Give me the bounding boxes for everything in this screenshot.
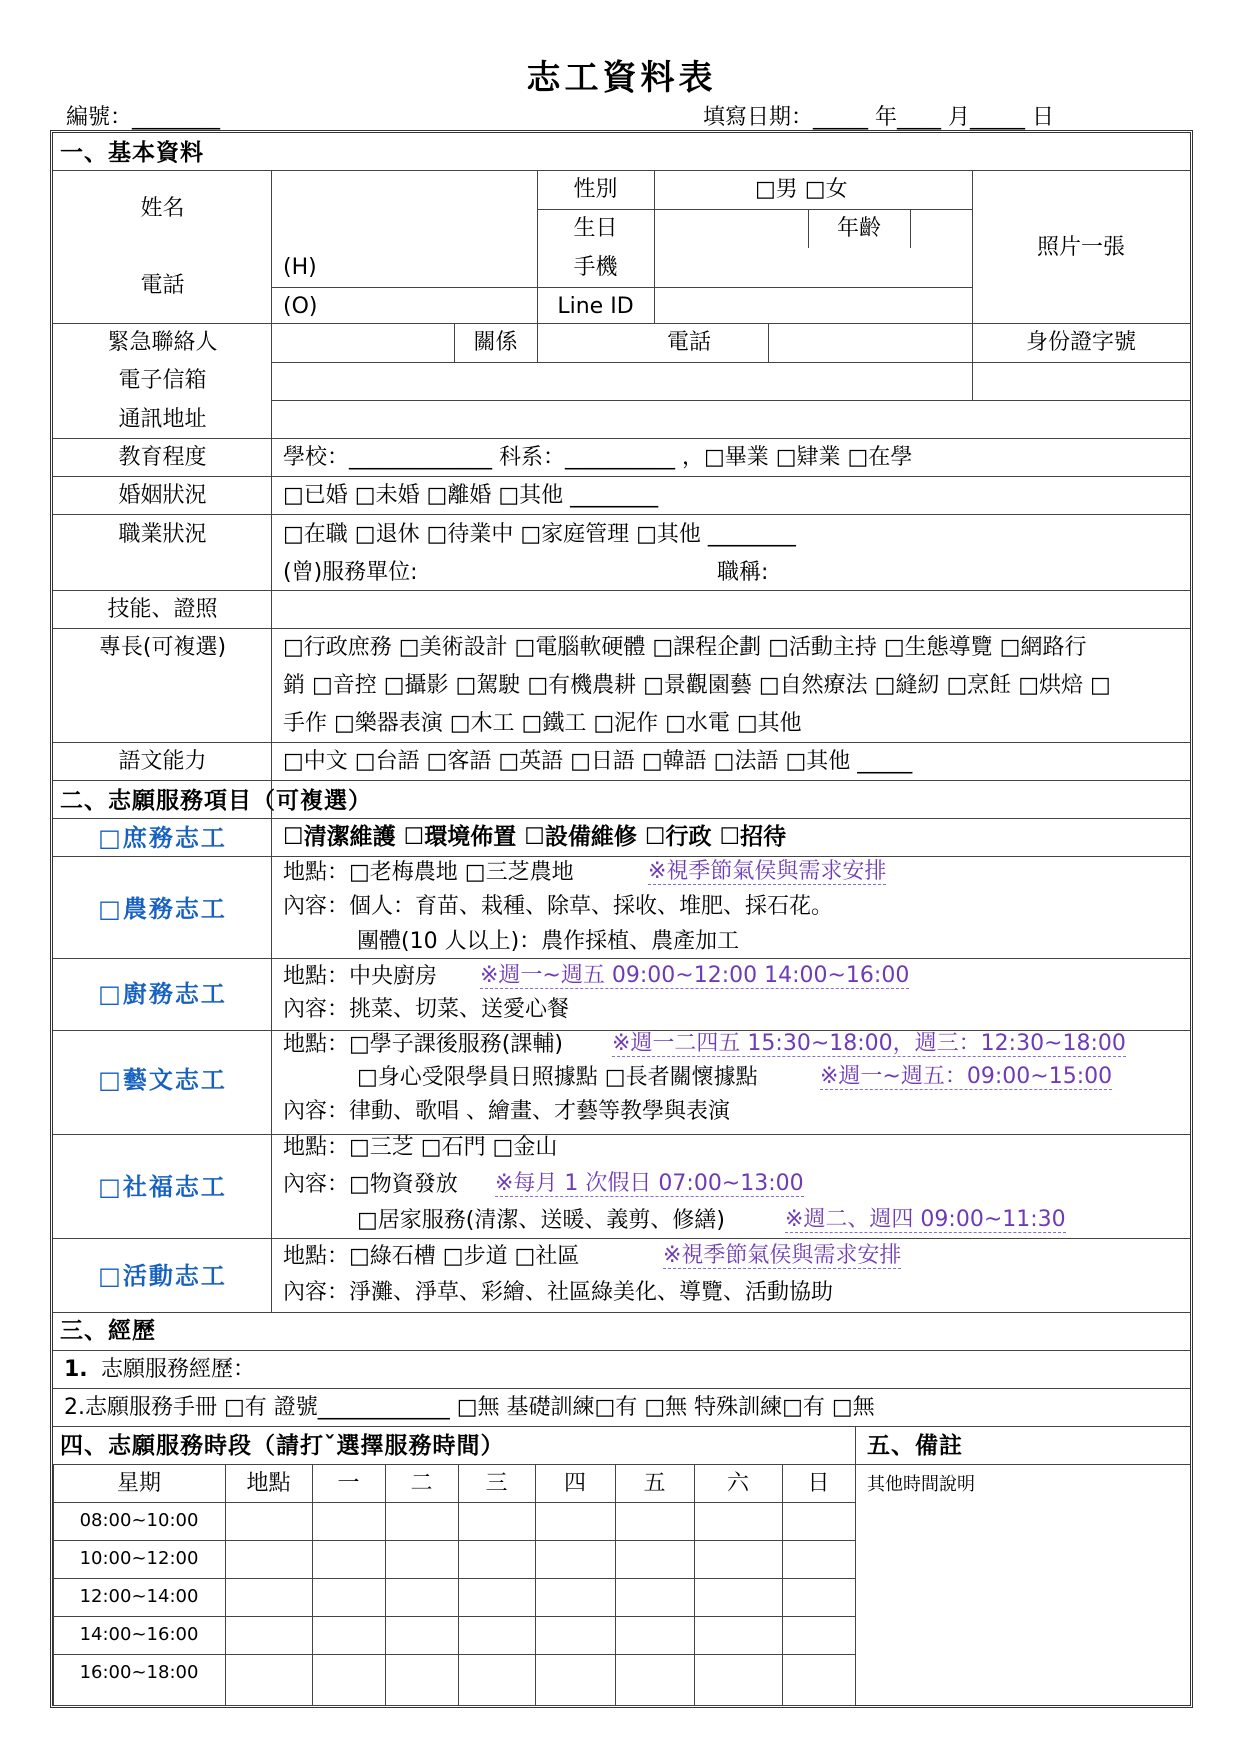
grid-line xyxy=(53,438,1190,439)
grid-line xyxy=(53,323,1190,324)
art-content: 內容：律動、歌唱 、繪畫、才藝等教學與表演 xyxy=(283,1099,730,1124)
grid-line xyxy=(53,1426,1190,1427)
art-location-tutoring[interactable]: 地點：□學子課後服務(課輔) xyxy=(283,1032,563,1057)
schedule-checkbox-cell[interactable] xyxy=(313,1655,385,1705)
education-field[interactable]: 學校：_____________ 科系：__________ ，□畢業 □肄業 □在學 xyxy=(283,445,913,470)
schedule-checkbox-cell[interactable] xyxy=(226,1655,312,1705)
schedule-checkbox-cell[interactable] xyxy=(459,1655,535,1705)
schedule-checkbox-cell[interactable] xyxy=(695,1579,782,1616)
schedule-checkbox-cell[interactable] xyxy=(783,1579,855,1616)
schedule-checkbox-cell[interactable] xyxy=(783,1503,855,1540)
name-label: 姓名 xyxy=(140,196,185,221)
grid-line xyxy=(537,209,972,210)
schedule-header-cell: 五 xyxy=(643,1471,666,1496)
language-options[interactable]: □中文 □台語 □客語 □英語 □日語 □韓語 □法語 □其他 _____ xyxy=(283,749,913,774)
schedule-checkbox-cell[interactable] xyxy=(695,1541,782,1578)
welfare-content-supplies[interactable]: 內容：□物資發放 xyxy=(283,1172,458,1197)
schedule-time-slot: 16:00~18:00 xyxy=(79,1662,199,1683)
education-label: 教育程度 xyxy=(118,445,207,470)
grid-line xyxy=(271,400,1190,401)
schedule-checkbox-cell[interactable] xyxy=(313,1503,385,1540)
schedule-checkbox-cell[interactable] xyxy=(616,1617,694,1654)
schedule-checkbox-cell[interactable] xyxy=(459,1579,535,1616)
farm-location-options[interactable]: 地點：□老梅農地 □三芝農地 xyxy=(283,860,574,885)
schedule-checkbox-cell[interactable] xyxy=(386,1541,458,1578)
skills-label: 技能、證照 xyxy=(107,597,218,622)
event-location-options[interactable]: 地點：□綠石槽 □步道 □社區 xyxy=(283,1244,580,1269)
language-label: 語文能力 xyxy=(118,749,207,774)
schedule-checkbox-cell[interactable] xyxy=(783,1655,855,1705)
photo-label[interactable]: 照片一張 xyxy=(1036,235,1125,260)
grid-line xyxy=(53,742,1190,743)
schedule-time-slot: 10:00~12:00 xyxy=(79,1548,199,1569)
schedule-checkbox-cell[interactable] xyxy=(536,1617,615,1654)
schedule-checkbox-cell[interactable] xyxy=(695,1617,782,1654)
grid-line xyxy=(271,287,972,288)
mobile-label: 手機 xyxy=(573,255,618,280)
grid-line xyxy=(271,170,272,1312)
page-title: 志工資料表 xyxy=(526,58,717,98)
schedule-checkbox-cell[interactable] xyxy=(459,1617,535,1654)
admin-volunteer-option[interactable]: □庶務志工 xyxy=(98,824,227,852)
grid-line xyxy=(768,323,769,362)
welfare-home-schedule-note: ※週二、週四 09:00~11:30 xyxy=(785,1207,1066,1232)
schedule-checkbox-cell[interactable] xyxy=(695,1655,782,1705)
grid-line xyxy=(53,628,1190,629)
experience-1-number: 1. xyxy=(64,1357,88,1382)
kitchen-location: 地點：中央廚房 xyxy=(283,964,438,989)
grid-line xyxy=(910,209,911,248)
job-title-field[interactable]: 職稱: xyxy=(717,560,769,585)
schedule-checkbox-cell[interactable] xyxy=(459,1503,535,1540)
welfare-location-options[interactable]: 地點：□三芝 □石門 □金山 xyxy=(283,1135,558,1160)
grid-line xyxy=(53,1238,1190,1239)
kitchen-content: 內容：挑菜、切菜、送愛心餐 xyxy=(283,997,570,1022)
id-number-label: 身份證字號 xyxy=(1025,330,1136,355)
schedule-checkbox-cell[interactable] xyxy=(386,1655,458,1705)
grid-line xyxy=(53,1388,1190,1389)
schedule-checkbox-cell[interactable] xyxy=(783,1541,855,1578)
schedule-checkbox-cell[interactable] xyxy=(536,1503,615,1540)
schedule-checkbox-cell[interactable] xyxy=(226,1541,312,1578)
schedule-checkbox-cell[interactable] xyxy=(536,1655,615,1705)
section-basic-title: 一、基本資料 xyxy=(60,140,204,166)
schedule-checkbox-cell[interactable] xyxy=(313,1579,385,1616)
grid-line xyxy=(53,590,1190,591)
lineid-label: Line ID xyxy=(557,294,634,319)
schedule-checkbox-cell[interactable] xyxy=(226,1503,312,1540)
schedule-header-cell: 二 xyxy=(410,1471,433,1496)
grid-line xyxy=(53,1350,1190,1351)
schedule-header-cell: 三 xyxy=(485,1471,508,1496)
phone-home-field[interactable]: (H) xyxy=(283,255,317,280)
grid-line xyxy=(53,170,1190,171)
farm-schedule-note: ※視季節氣侯與需求安排 xyxy=(648,859,887,884)
farm-content-individual: 內容：個人：育苗、栽種、除草、採收、堆肥、採石花。 xyxy=(283,894,834,919)
schedule-header-cell: 六 xyxy=(726,1471,749,1496)
grid-line xyxy=(53,476,1190,477)
welfare-volunteer-option[interactable]: □社福志工 xyxy=(98,1173,227,1201)
grid-line xyxy=(53,780,1190,781)
section-service-title: 二、志願服務項目（可複選） xyxy=(60,788,372,814)
schedule-time-slot: 14:00~16:00 xyxy=(79,1624,199,1645)
schedule-checkbox-cell[interactable] xyxy=(616,1503,694,1540)
schedule-checkbox-cell[interactable] xyxy=(386,1579,458,1616)
art-daycare-schedule-note: ※週一~週五：09:00~15:00 xyxy=(820,1064,1113,1089)
experience-1-label: 志願服務經歷： xyxy=(101,1357,256,1382)
schedule-checkbox-cell[interactable] xyxy=(386,1617,458,1654)
section-experience-title: 三、經歷 xyxy=(60,1318,156,1344)
address-label: 通訊地址 xyxy=(118,407,207,432)
schedule-checkbox-cell[interactable] xyxy=(226,1579,312,1616)
welfare-supplies-schedule-note: ※每月 1 次假日 07:00~13:00 xyxy=(495,1171,804,1196)
farm-volunteer-option[interactable]: □農務志工 xyxy=(98,895,227,923)
schedule-checkbox-cell[interactable] xyxy=(616,1541,694,1578)
grid-line xyxy=(53,1134,1190,1135)
schedule-checkbox-cell[interactable] xyxy=(695,1503,782,1540)
service-handbook-options[interactable]: 2.志願服務手冊 □有 證號____________ □無 基礎訓練□有 □無 特殊訓練□有 □無 xyxy=(64,1395,875,1420)
service-unit-field[interactable]: (曾)服務單位: xyxy=(283,560,418,585)
specialty-label: 專長(可複選) xyxy=(98,635,227,660)
section-schedule-title: 四、志願服務時段（請打ˇ選擇服務時間） xyxy=(60,1433,505,1459)
grid-line xyxy=(53,514,1190,515)
section-remarks-title: 五、備註 xyxy=(867,1433,963,1459)
schedule-header-cell: 日 xyxy=(807,1471,830,1496)
kitchen-schedule-note: ※週一~週五 09:00~12:00 14:00~16:00 xyxy=(480,963,910,988)
schedule-checkbox-cell[interactable] xyxy=(616,1655,694,1705)
schedule-header-cell: 地點 xyxy=(246,1471,291,1496)
schedule-checkbox-cell[interactable] xyxy=(536,1541,615,1578)
phone-office-field[interactable]: (O) xyxy=(283,294,318,319)
grid-line xyxy=(53,856,1190,857)
marital-options[interactable]: □已婚 □未婚 □離婚 □其他 ________ xyxy=(283,483,659,508)
event-content: 內容：淨灘、淨草、彩繪、社區綠美化、導覽、活動協助 xyxy=(283,1280,834,1305)
grid-line xyxy=(53,958,1190,959)
schedule-checkbox-cell[interactable] xyxy=(616,1579,694,1616)
schedule-checkbox-cell[interactable] xyxy=(313,1617,385,1654)
welfare-content-home-service[interactable]: □居家服務(清潔、送暖、義剪、修繕) xyxy=(357,1208,725,1233)
grid-line xyxy=(972,170,973,400)
relation-label: 關係 xyxy=(473,330,518,355)
occupation-options[interactable]: □在職 □退休 □待業中 □家庭管理 □其他 ________ xyxy=(283,522,796,547)
art-location-daycare[interactable]: □身心受限學員日照據點 □長者關懷據點 xyxy=(357,1065,758,1090)
admin-task-options[interactable]: ☐清潔維護 ☐環境佈置 ☐設備維修 ☐行政 ☐招待 xyxy=(283,824,787,850)
schedule-checkbox-cell[interactable] xyxy=(459,1541,535,1578)
specialty-options-line2[interactable]: 銷 □音控 □攝影 □駕駛 □有機農耕 □景觀園藝 □自然療法 □縫紉 □烹飪 □烘焙 □ xyxy=(283,673,1111,698)
email-label: 電子信箱 xyxy=(118,368,207,393)
schedule-time-slot: 12:00~14:00 xyxy=(79,1586,199,1607)
schedule-checkbox-cell[interactable] xyxy=(386,1503,458,1540)
grid-line xyxy=(855,1464,856,1705)
birthday-label: 生日 xyxy=(573,216,618,241)
grid-line xyxy=(53,1705,855,1706)
age-label: 年齡 xyxy=(836,216,881,241)
grid-line xyxy=(53,1464,855,1465)
event-schedule-note: ※視季節氣侯與需求安排 xyxy=(663,1243,902,1268)
emergency-phone-label: 電話 xyxy=(667,330,712,355)
gender-label: 性別 xyxy=(573,177,618,202)
schedule-time-slot: 08:00~10:00 xyxy=(79,1510,199,1531)
remarks-note-label: 其他時間說明 xyxy=(867,1474,975,1495)
schedule-checkbox-cell[interactable] xyxy=(313,1541,385,1578)
phone-label: 電話 xyxy=(140,273,185,298)
grid-line xyxy=(53,818,1190,819)
emergency-contact-label: 緊急聯絡人 xyxy=(107,330,218,355)
number-field[interactable]: 編號：________ xyxy=(66,105,221,130)
schedule-checkbox-cell[interactable] xyxy=(226,1617,312,1654)
art-volunteer-option[interactable]: □藝文志工 xyxy=(98,1066,227,1094)
occupation-label: 職業狀況 xyxy=(118,522,207,547)
fill-date-field[interactable]: 填寫日期：_____ 年____ 月_____ 日 xyxy=(703,105,1054,130)
art-tutoring-schedule-note: ※週一二四五 15:30~18:00，週三：12:30~18:00 xyxy=(612,1031,1126,1056)
schedule-checkbox-cell[interactable] xyxy=(536,1579,615,1616)
farm-content-group: 團體(10 人以上)：農作採植、農產加工 xyxy=(357,929,740,954)
grid-line xyxy=(654,170,655,323)
kitchen-volunteer-option[interactable]: □廚務志工 xyxy=(98,980,227,1008)
grid-line xyxy=(271,362,1190,363)
gender-options[interactable]: □男 □女 xyxy=(755,177,848,202)
event-volunteer-option[interactable]: □活動志工 xyxy=(98,1262,227,1290)
schedule-checkbox-cell[interactable] xyxy=(783,1617,855,1654)
specialty-options-line3[interactable]: 手作 □樂器表演 □木工 □鐵工 □泥作 □水電 □其他 xyxy=(283,711,802,736)
specialty-options-line1[interactable]: □行政庶務 □美術設計 □電腦軟硬體 □課程企劃 □活動主持 □生態導覽 □網路行 xyxy=(283,635,1087,660)
schedule-header-cell: 一 xyxy=(337,1471,360,1496)
schedule-header-cell: 四 xyxy=(563,1471,586,1496)
schedule-header-cell: 星期 xyxy=(116,1471,161,1496)
marital-label: 婚姻狀況 xyxy=(118,483,207,508)
grid-line xyxy=(53,1312,1190,1313)
